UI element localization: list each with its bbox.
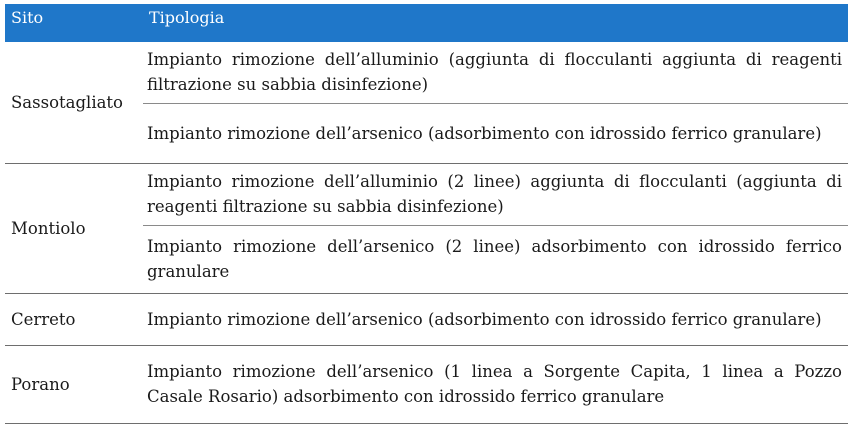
table-row <box>5 42 848 103</box>
type-cell: Impianto rimozione dell’arsenico (1 linea a Sorgente Capita, 1 linea a Pozzo Casale Rosario) adsorbimento con idrossido ferrico granulare <box>143 345 848 423</box>
site-cell-porano: Porano <box>5 345 143 423</box>
table-header-row <box>5 4 848 42</box>
site-cell-sassotagliato: Sassotagliato <box>5 42 143 163</box>
type-cell: Impianto rimozione dell’arsenico (adsorbimento con idrossido ferrico granulare) <box>143 103 848 163</box>
table-row <box>5 293 848 345</box>
type-cell: Impianto rimozione dell’arsenico (2 linee) adsorbimento con idrossido ferrico granulare <box>143 225 848 293</box>
plants-table <box>5 4 848 424</box>
site-cell-montiolo: Montiolo <box>5 163 143 293</box>
type-cell: Impianto rimozione dell’alluminio (aggiunta di flocculanti aggiunta di reagenti filtrazione su sabbia disinfezione) <box>143 42 848 103</box>
header-site: Sito <box>5 4 143 42</box>
type-cell: Impianto rimozione dell’alluminio (2 linee) aggiunta di flocculanti (aggiunta di reagenti filtrazione su sabbia disinfezione) <box>143 163 848 225</box>
table-row <box>5 345 848 423</box>
header-type: Tipologia <box>143 4 848 42</box>
site-cell-cerreto: Cerreto <box>5 293 143 345</box>
type-cell: Impianto rimozione dell’arsenico (adsorbimento con idrossido ferrico granulare) <box>143 293 848 345</box>
table-row <box>5 163 848 225</box>
